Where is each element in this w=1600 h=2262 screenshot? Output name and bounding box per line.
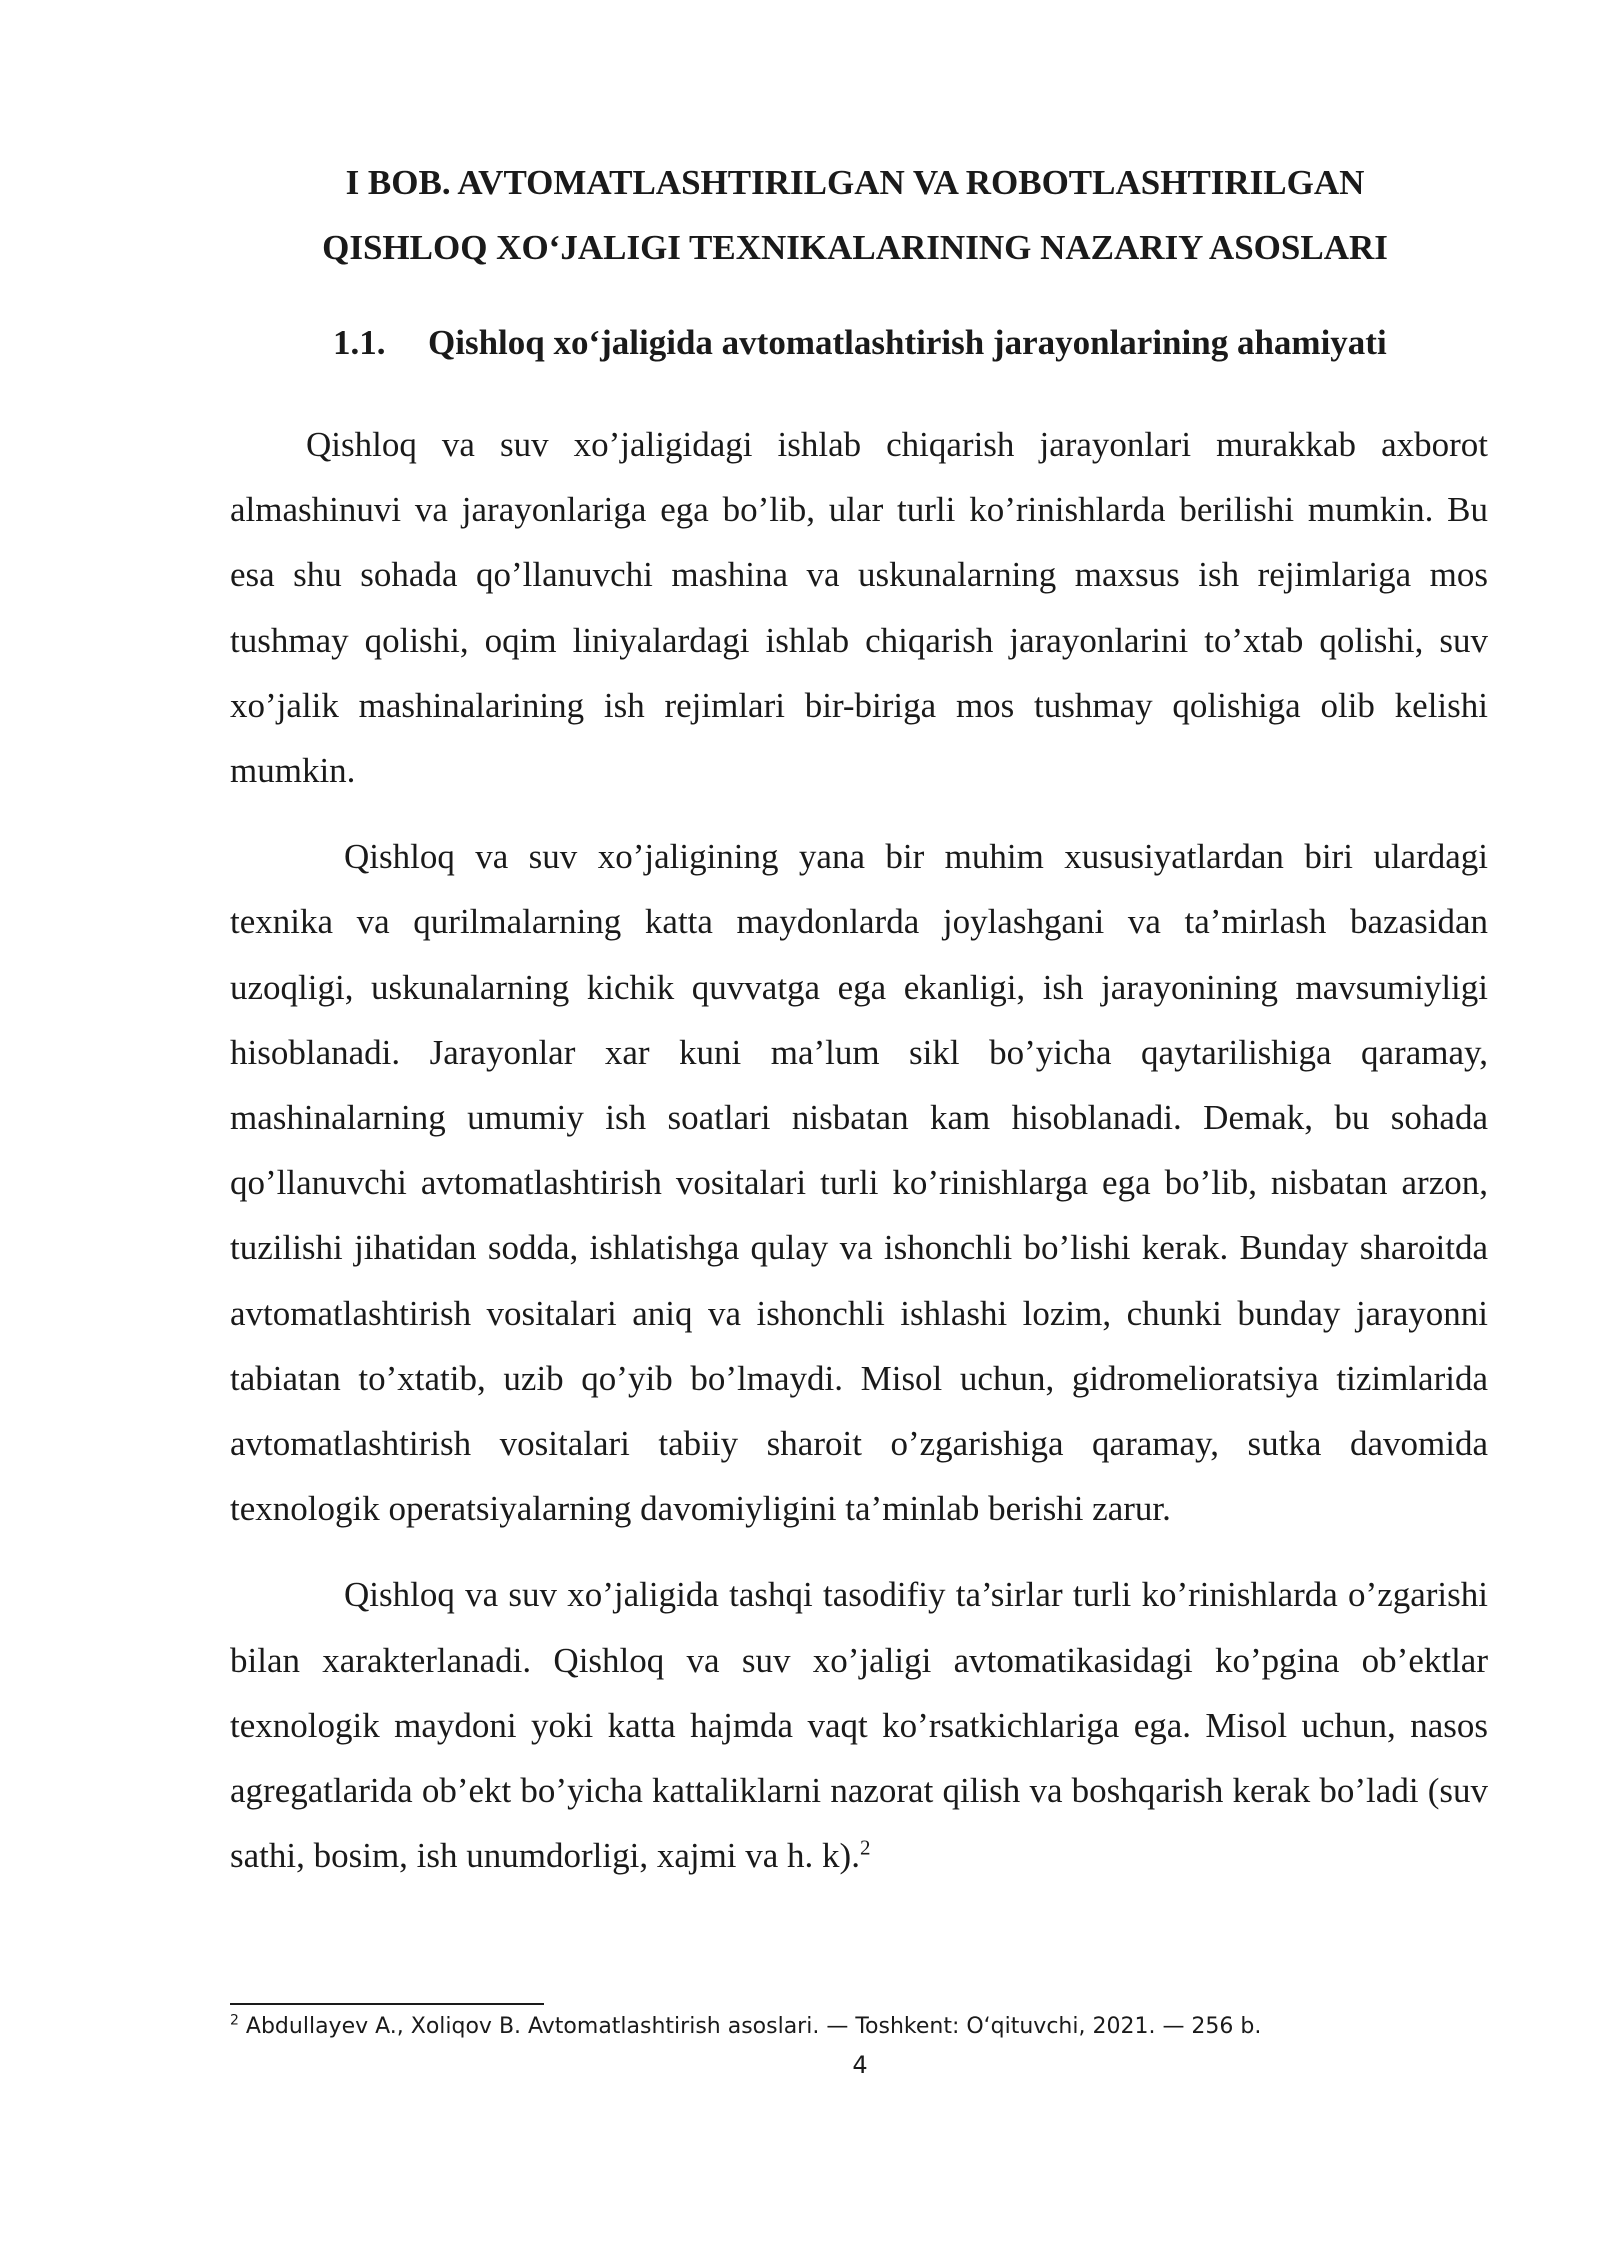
chapter-title-line-1: I BOB. AVTOMATLASHTIRILGAN VA ROBOTLASHTIRILGAN bbox=[345, 163, 1365, 202]
paragraph-1: Qishloq va suv xo’jaligidagi ishlab chiqarish jarayonlari murakkab axborot almashinuvi va jarayonlariga ega bo’lib, ular turli ko’rinishlarda berilishi mumkin. Bu esa shu sohada qo’llanuvchi mashina va uskunalarning maxsus ish rejimlariga mos tushmay qolishi, oqim liniyalardagi ishlab chiqarish jarayonlarini to’xtab qolishi, suv xo’jalik mashinalarining ish rejimlari bir-biriga mos tushmay qolishiga olib kelishi mumkin. bbox=[230, 425, 1488, 791]
page-number: 4 bbox=[852, 2051, 868, 2079]
chapter-title-line-2: QISHLOQ XO‘JALIGI TEXNIKALARINING NAZARIY ASOSLARI bbox=[322, 228, 1388, 267]
footnote-text: Abdullayev A., Xoliqov B. Avtomatlashtirish asoslari. — Toshkent: O‘qituvchi, 2021. — 256 b. bbox=[238, 2014, 1262, 2039]
body-text bbox=[230, 412, 1488, 1888]
section-title: Qishloq xo‘jaligida avtomatlashtirish jarayonlarining ahamiyati bbox=[428, 323, 1387, 362]
paragraph-2: Qishloq va suv xo’jaligining yana bir muhim xususiyatlardan biri ulardagi texnika va qurilmalarning katta maydonlarda joylashgani va ta’mirlash bazasidan uzoqligi, uskunalarning kichik quvvatga ega ekanligi, ish jarayonining mavsumiyligi hisoblanadi. Jarayonlar xar kuni ma’lum sikl bo’yicha qaytarilishiga qaramay, mashinalarning umumiy ish soatlari nisbatan kam hisoblanadi. Demak, bu sohada qo’llanuvchi avtomatlashtirish vositalari turli ko’rinishlarga ega bo’lib, nisbatan arzon, tuzilishi jihatidan sodda, ishlatishga qulay va ishonchli bo’lishi kerak. Bunday sharoitda avtomatlashtirish vositalari aniq va ishonchli ishlashi lozim, chunki bunday jarayonni tabiatan to’xtatib, uzib qo’yib bo’lmaydi. Misol uchun, gidromelioratsiya tizimlarida avtomatlashtirish vositalari tabiiy sharoit o’zgarishiga qaramay, sutka davomida texnologik operatsiyalarning davomiyligini ta’minlab berishi zarur. bbox=[230, 837, 1488, 1529]
section-heading bbox=[333, 320, 1387, 365]
chapter-title bbox=[230, 150, 1480, 280]
footnote-separator bbox=[230, 2003, 544, 2005]
footnote bbox=[230, 2012, 1261, 2042]
paragraph-3-text: Qishloq va suv xo’jaligida tashqi tasodifiy ta’sirlar turli ko’rinishlarda o’zgarishi bilan xarakterlanadi. Qishloq va suv xo’jaligi avtomatikasidagi ko’pgina ob’ektlar texnologik maydoni yoki katta hajmda vaqt ko’rsatkichlariga ega. Misol uchun, nasos agregatlarida ob’ekt bo’yicha kattaliklarni nazorat qilish va boshqarish kerak bo’ladi (suv sathi, bosim, ish unumdorligi, xajmi va h. k). bbox=[230, 1575, 1488, 1876]
footnote-reference[interactable]: 2 bbox=[859, 1835, 871, 1860]
paragraph-3 bbox=[230, 1562, 1488, 1888]
section-number: 1.1. bbox=[333, 323, 386, 362]
footnote-number: 2 bbox=[230, 2012, 239, 2029]
